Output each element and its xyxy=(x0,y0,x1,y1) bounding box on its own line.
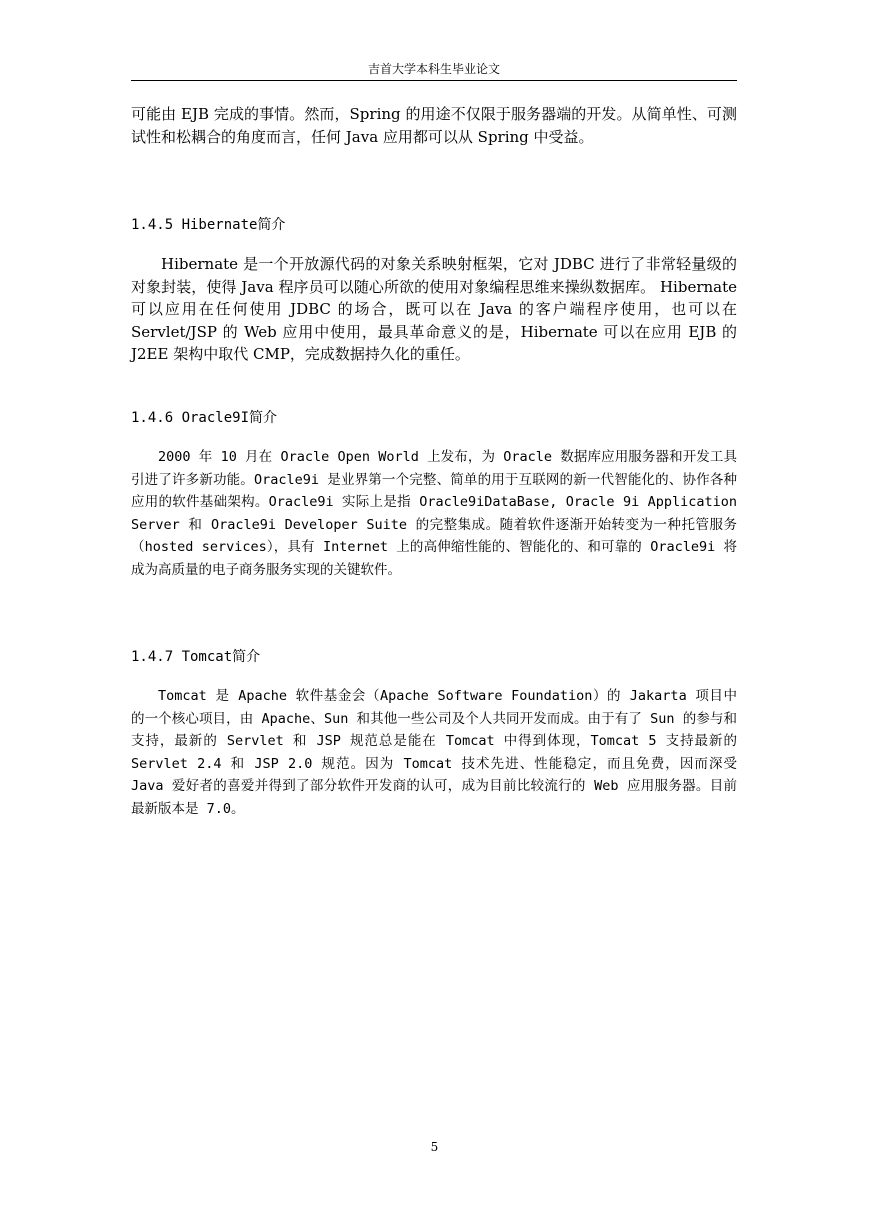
section-number: 1.4.7 Tomcat xyxy=(131,649,233,665)
section-title: 简介 xyxy=(232,649,261,665)
intro-paragraph: 可能由 EJB 完成的事情。然而，Spring 的用途不仅限于服务器端的开发。从简单性、可测试性和松耦合的角度而言，任何 Java 应用都可以从 Spring 中受益。 xyxy=(131,105,737,146)
section-number: 1.4.6 Oracle9I xyxy=(131,410,250,426)
section-number: 1.4.5 Hibernate xyxy=(131,217,258,233)
running-header xyxy=(131,60,737,81)
section-body-oracle: 2000 年 10 月在 Oracle Open World 上发布，为 Oracle 数据库应用服务器和开发工具引进了许多新功能。Oracle9i 是业界第一个完整、简单的用于互联网的新一代智能化的、协作各种应用的软件基础架构。Oracle9i 实际上是指 Oracle9iDataBase, Oracle 9i Application Server 和 Oracle9i Developer Suite 的完整集成。随着软件逐渐开始转变为一种托管服务（hosted services），具有 Internet 上的高伸缩性能的、智能化的、和可靠的 Oracle9i 将成为高质量的电子商务服务实现的关键软件。 xyxy=(131,449,737,578)
section-title: 简介 xyxy=(249,410,278,426)
section-body-tomcat: Tomcat 是 Apache 软件基金会（Apache Software Foundation）的 Jakarta 项目中的一个核心项目，由 Apache、Sun 和其他一些公司及个人共同开发而成。由于有了 Sun 的参与和支持，最新的 Servlet 和 JSP 规范总是能在 Tomcat 中得到体现，Tomcat 5 支持最新的 Servlet 2.4 和 JSP 2.0 规范。因为 Tomcat 技术先进、性能稳定，而且免费，因而深受 Java 爱好者的喜爱并得到了部分软件开发商的认可，成为目前比较流行的 Web 应用服务器。目前最新版本是 7.0。 xyxy=(131,688,737,817)
section-heading-hibernate xyxy=(131,215,285,235)
section-body-hibernate: Hibernate 是一个开放源代码的对象关系映射框架，它对 JDBC 进行了非常轻量级的对象封装，使得 Java 程序员可以随心所欲的使用对象编程思维来操纵数据库。 Hibernate 可以应用在任何使用 JDBC 的场合，既可以在 Java 的客户端程序使用，也可以在 Servlet/JSP 的 Web 应用中使用，最具革命意义的是，Hibernate 可以在应用 EJB 的 J2EE 架构中取代 CMP，完成数据持久化的重任。 xyxy=(131,255,737,363)
section-title: 简介 xyxy=(257,217,286,233)
header-title: 吉首大学本科生毕业论文 xyxy=(367,62,500,76)
page-number: 5 xyxy=(430,1140,439,1154)
section-heading-tomcat xyxy=(131,647,260,667)
section-heading-oracle xyxy=(131,408,277,428)
